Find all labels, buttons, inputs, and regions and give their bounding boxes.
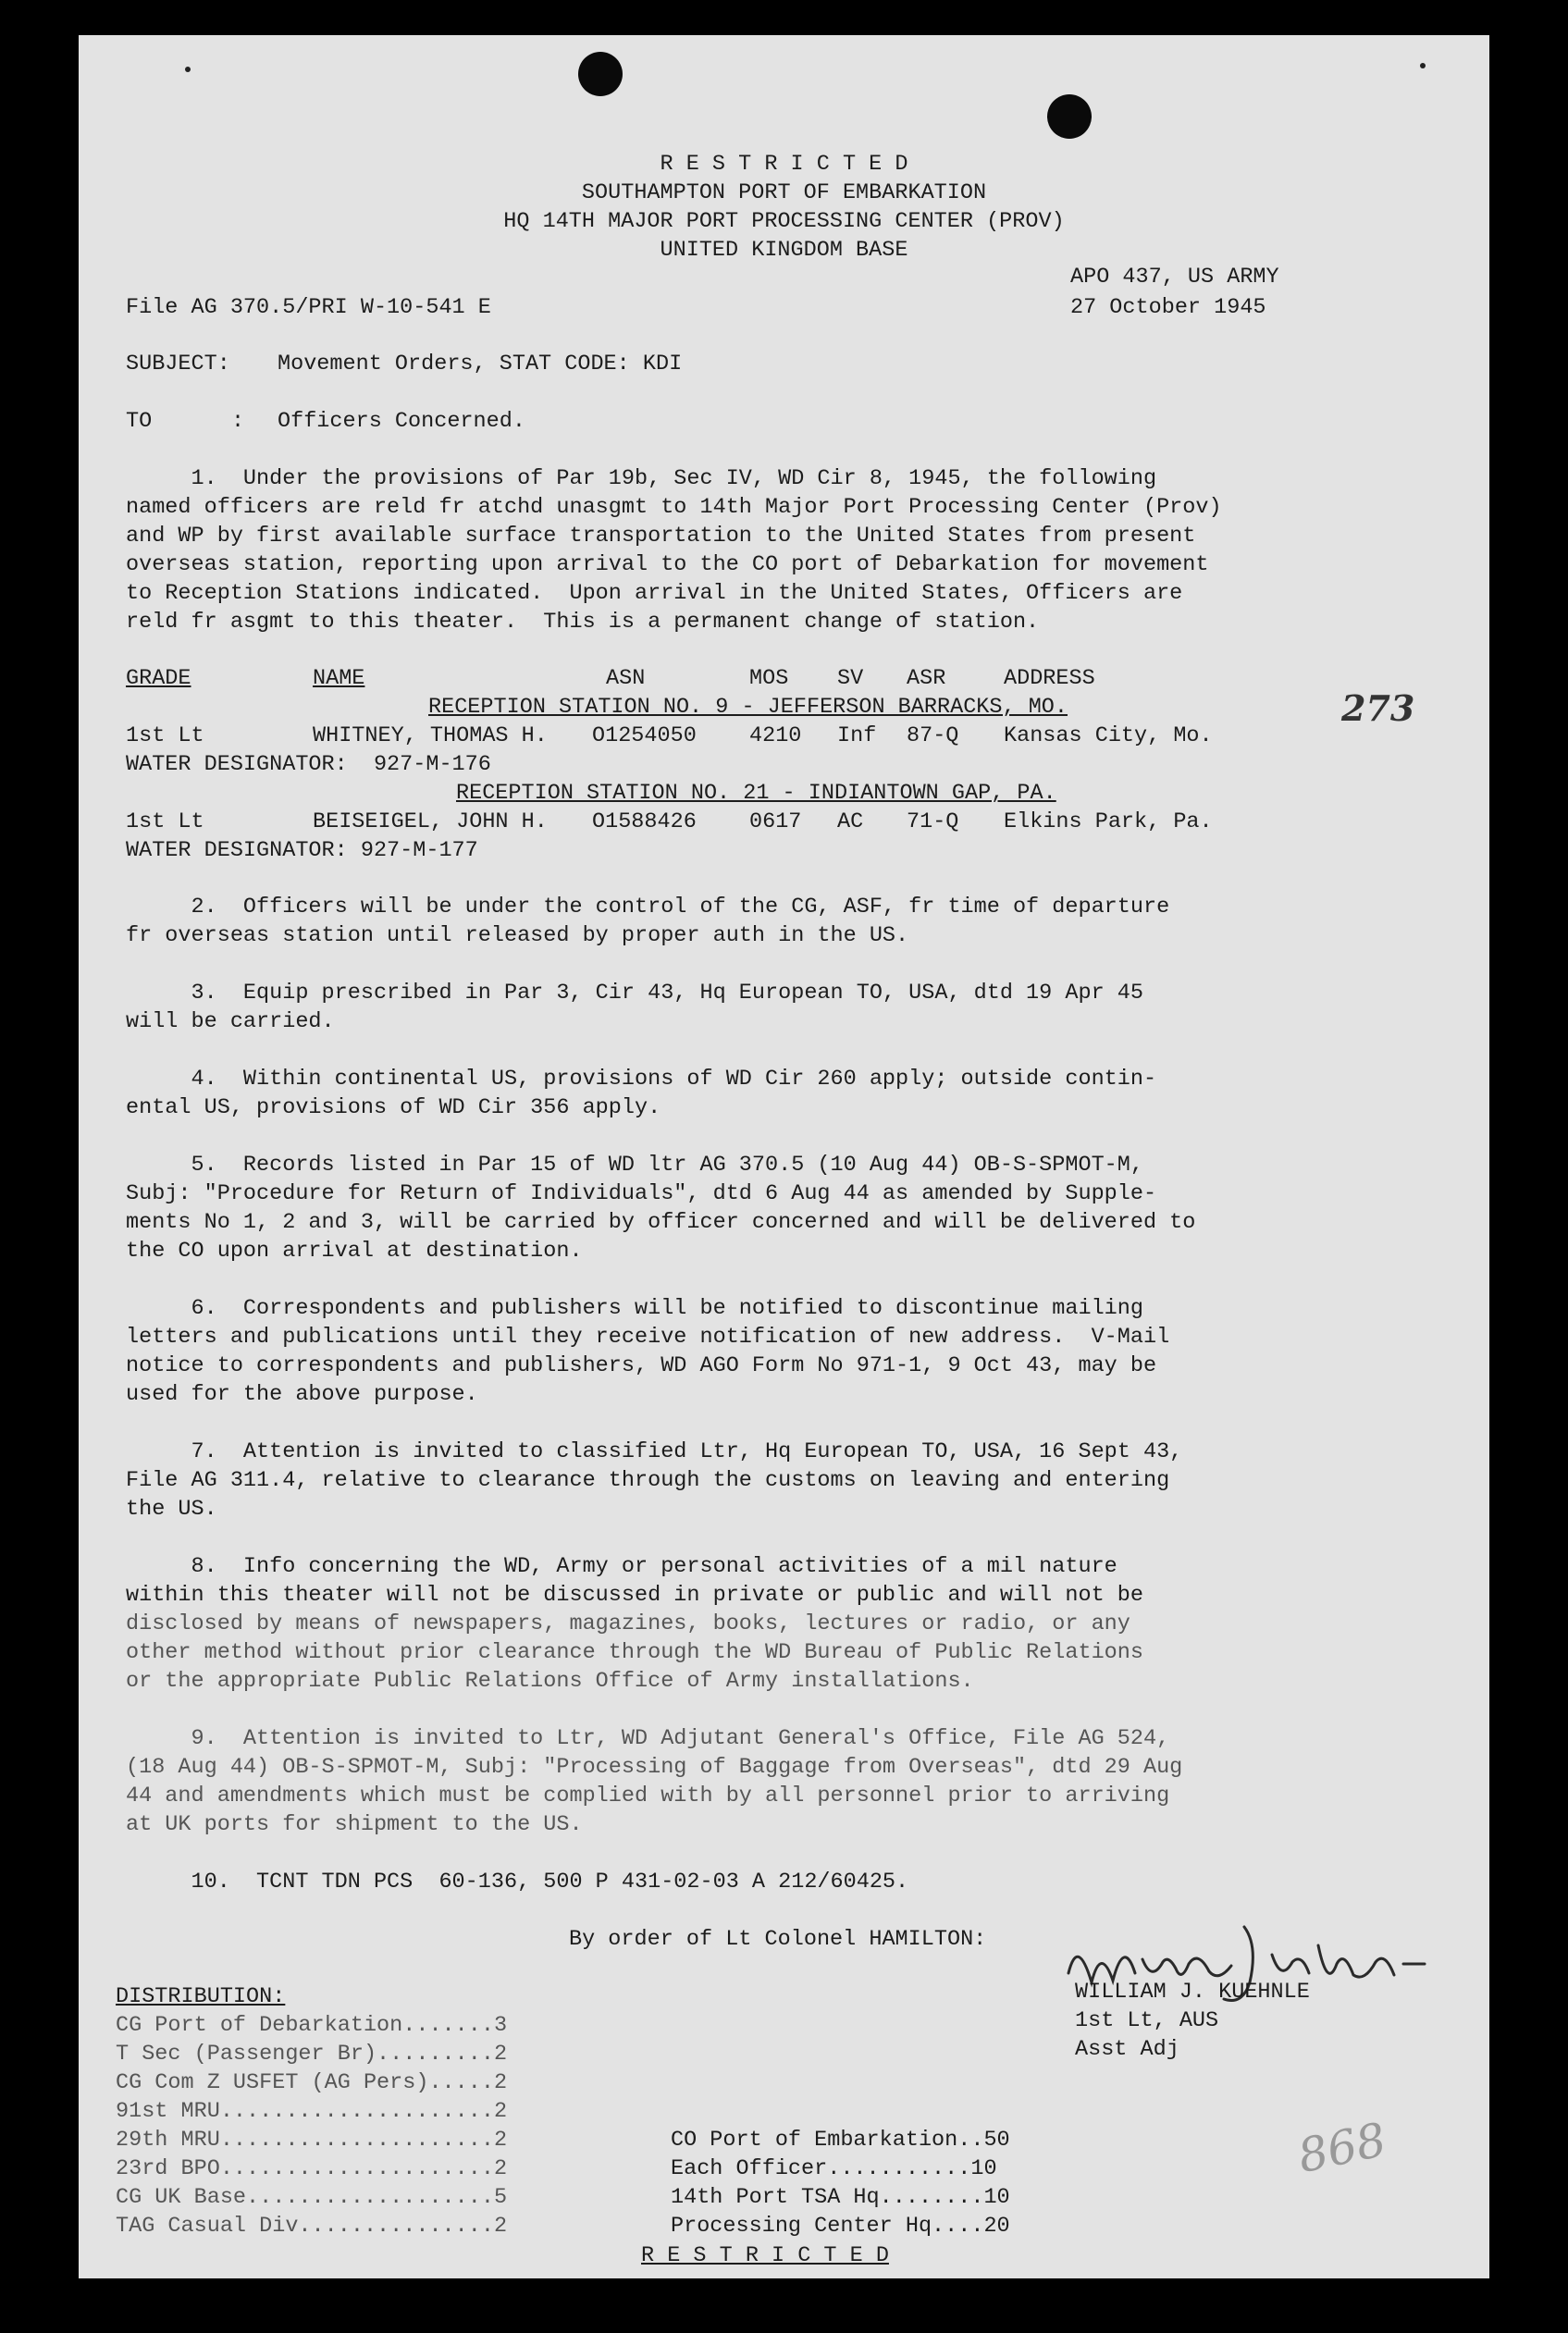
officer-mos: 0617 — [749, 809, 802, 834]
paragraph-line: File AG 311.4, relative to clearance through the customs on leaving and entering — [126, 1468, 1170, 1493]
paragraph-line: the CO upon arrival at destination. — [126, 1239, 583, 1264]
paragraph-line: 6. Correspondents and publishers will be notified to discontinue mailing — [126, 1296, 1143, 1321]
paragraph-line: used for the above purpose. — [126, 1382, 478, 1407]
paragraph-line: at UK ports for shipment to the US. — [126, 1812, 583, 1837]
handwritten-margin-number: 273 — [1341, 687, 1415, 729]
classification-top: R E S T R I C T E D — [660, 152, 908, 177]
distribution-item: CG Com Z USFET (AG Pers).....2 — [116, 2070, 508, 2095]
paragraph-line: overseas station, reporting upon arrival to the CO port of Debarkation for movement — [126, 552, 1209, 577]
signer-title: Asst Adj — [1075, 2037, 1179, 2062]
distribution-item: TAG Casual Div...............2 — [116, 2214, 508, 2239]
distribution-item: 23rd BPO.....................2 — [116, 2156, 508, 2181]
paragraph-line: Subj: "Procedure for Return of Individuals", dtd 6 Aug 44 as amended by Supple- — [126, 1181, 1157, 1206]
officer-mos: 4210 — [749, 723, 802, 748]
paragraph-line: ental US, provisions of WD Cir 356 apply. — [126, 1095, 661, 1120]
paragraph-line: 4. Within continental US, provisions of WD Cir 260 apply; outside contin- — [126, 1067, 1157, 1092]
paragraph-line: 2. Officers will be under the control of the CG, ASF, fr time of departure — [126, 895, 1170, 920]
officer-name: WHITNEY, THOMAS H. — [313, 723, 548, 748]
to-colon: : — [231, 409, 245, 434]
paragraph-line: letters and publications until they receive notification of new address. V-Mail — [126, 1325, 1170, 1350]
water-designator: WATER DESIGNATOR: 927-M-177 — [126, 838, 478, 863]
col-header-mos: MOS — [749, 666, 789, 691]
officer-asr: 71-Q — [907, 809, 959, 834]
distribution-item: Each Officer...........10 — [671, 2156, 997, 2181]
station-title: RECEPTION STATION NO. 9 - JEFFERSON BARRACKS, MO. — [428, 695, 1068, 720]
distribution-item: Processing Center Hq....20 — [671, 2214, 1010, 2239]
distribution-title: DISTRIBUTION: — [116, 1984, 286, 2009]
water-designator: WATER DESIGNATOR: 927-M-176 — [126, 752, 491, 777]
punch-hole-right — [1047, 94, 1092, 139]
paragraph-line: 5. Records listed in Par 15 of WD ltr AG 370.5 (10 Aug 44) OB-S-SPMOT-M, — [126, 1153, 1143, 1178]
paragraph-line: 10. TCNT TDN PCS 60-136, 500 P 431-02-03 A 212/60425. — [126, 1870, 909, 1895]
org-line-3: UNITED KINGDOM BASE — [660, 238, 908, 263]
col-header-grade: GRADE — [126, 666, 191, 691]
distribution-item: CG Port of Debarkation.......3 — [116, 2013, 508, 2038]
officer-asn: O1254050 — [592, 723, 697, 748]
org-line-2: HQ 14TH MAJOR PORT PROCESSING CENTER (PROV) — [503, 209, 1065, 234]
distribution-item: 14th Port TSA Hq........10 — [671, 2185, 1010, 2210]
paragraph-line: and WP by first available surface transportation to the United States from present — [126, 524, 1196, 549]
station-title: RECEPTION STATION NO. 21 - INDIANTOWN GAP, PA. — [456, 781, 1056, 806]
col-header-address: ADDRESS — [1004, 666, 1095, 691]
distribution-item: 29th MRU.....................2 — [116, 2128, 508, 2153]
paragraph-line: 9. Attention is invited to Ltr, WD Adjutant General's Office, File AG 524, — [126, 1726, 1170, 1751]
classification-bottom: R E S T R I C T E D — [641, 2243, 889, 2268]
col-header-sv: SV — [837, 666, 864, 691]
col-header-name: NAME — [313, 666, 365, 691]
officer-address: Elkins Park, Pa. — [1004, 809, 1213, 834]
paragraph-line: to Reception Stations indicated. Upon arrival in the United States, Officers are — [126, 581, 1183, 606]
paragraph-line: within this theater will not be discussed in private or public and will not be — [126, 1583, 1143, 1608]
officer-asn: O1588426 — [592, 809, 697, 834]
paragraph-line: reld fr asgmt to this theater. This is a permanent change of station. — [126, 610, 1040, 635]
paragraph-line: fr overseas station until released by proper auth in the US. — [126, 923, 909, 948]
distribution-item: 91st MRU.....................2 — [116, 2099, 508, 2124]
paragraph-line: 7. Attention is invited to classified Ltr, Hq European TO, USA, 16 Sept 43, — [126, 1439, 1183, 1464]
org-line-1: SOUTHAMPTON PORT OF EMBARKATION — [581, 180, 987, 205]
apo-line: APO 437, US ARMY — [1070, 265, 1279, 290]
paragraph-line: (18 Aug 44) OB-S-SPMOT-M, Subj: "Processing of Baggage from Overseas", dtd 29 Aug — [126, 1755, 1183, 1780]
signer-name: WILLIAM J. KUEHNLE — [1075, 1980, 1310, 2005]
distribution-item: CO Port of Embarkation..50 — [671, 2128, 1010, 2153]
distribution-item: CG UK Base...................5 — [116, 2185, 508, 2210]
paragraph-line: named officers are reld fr atchd unasgmt to 14th Major Port Processing Center (Prov) — [126, 495, 1222, 520]
by-order-line: By order of Lt Colonel HAMILTON: — [569, 1927, 987, 1952]
officer-name: BEISEIGEL, JOHN H. — [313, 809, 548, 834]
officer-grade: 1st Lt — [126, 809, 204, 834]
officer-sv: AC — [837, 809, 864, 834]
paragraph-line: notice to correspondents and publishers, WD AGO Form No 971-1, 9 Oct 43, may be — [126, 1353, 1157, 1378]
to-text: Officers Concerned. — [278, 409, 525, 434]
officer-address: Kansas City, Mo. — [1004, 723, 1213, 748]
to-label: TO — [126, 409, 153, 434]
punch-hole-left — [578, 52, 623, 96]
file-number: File AG 370.5/PRI W-10-541 E — [126, 295, 491, 320]
paragraph-line: 3. Equip prescribed in Par 3, Cir 43, Hq European TO, USA, dtd 19 Apr 45 — [126, 981, 1143, 1006]
officer-asr: 87-Q — [907, 723, 959, 748]
col-header-asn: ASN — [606, 666, 646, 691]
paragraph-line: or the appropriate Public Relations Office of Army installations. — [126, 1669, 974, 1694]
distribution-item: T Sec (Passenger Br).........2 — [116, 2042, 508, 2067]
subject-label: SUBJECT: — [126, 352, 230, 376]
paragraph-line: disclosed by means of newspapers, magazines, books, lectures or radio, or any — [126, 1611, 1130, 1636]
paragraph-line: 1. Under the provisions of Par 19b, Sec IV, WD Cir 8, 1945, the following — [126, 466, 1157, 491]
paragraph-line: other method without prior clearance through the WD Bureau of Public Relations — [126, 1640, 1143, 1665]
paragraph-line: will be carried. — [126, 1009, 335, 1034]
signer-rank: 1st Lt, AUS — [1075, 2008, 1219, 2033]
col-header-asr: ASR — [907, 666, 946, 691]
paragraph-line: 8. Info concerning the WD, Army or personal activities of a mil nature — [126, 1554, 1117, 1579]
speck-mark — [1420, 63, 1426, 68]
officer-grade: 1st Lt — [126, 723, 204, 748]
pencil-annotation: 868 — [1293, 2112, 1391, 2184]
document-date: 27 October 1945 — [1070, 295, 1266, 320]
paragraph-line: ments No 1, 2 and 3, will be carried by officer concerned and will be delivered to — [126, 1210, 1196, 1235]
subject-text: Movement Orders, STAT CODE: KDI — [278, 352, 683, 376]
paragraph-line: 44 and amendments which must be complied with by all personnel prior to arriving — [126, 1784, 1170, 1808]
document-page — [79, 35, 1489, 2278]
paragraph-line: the US. — [126, 1497, 217, 1522]
officer-sv: Inf — [837, 723, 877, 748]
speck-mark — [185, 67, 191, 72]
